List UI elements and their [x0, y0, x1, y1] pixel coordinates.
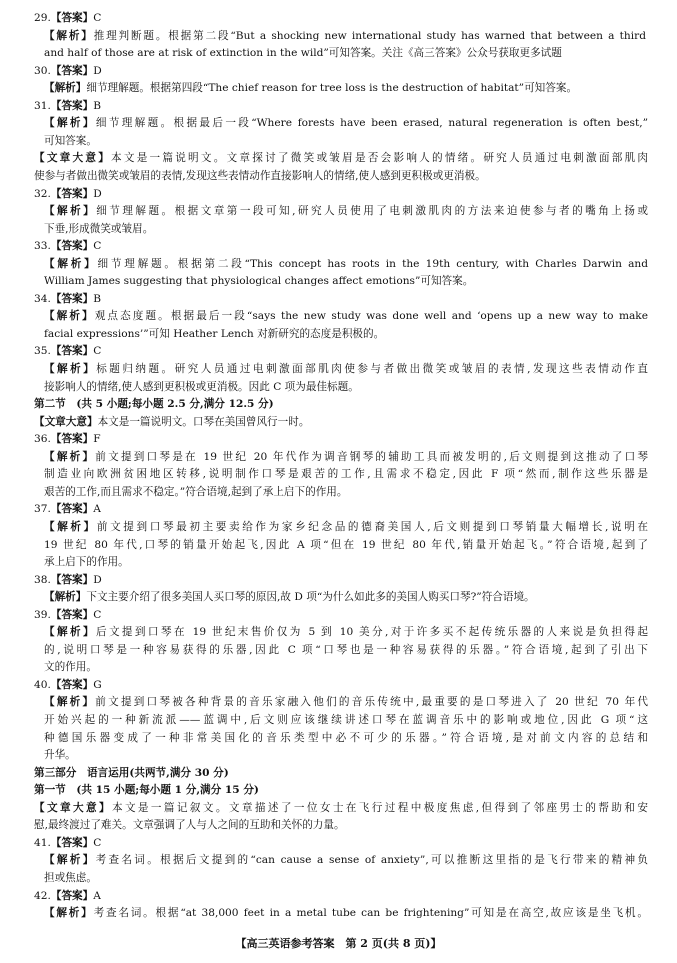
text-line [44, 589, 657, 606]
line-text: 细节理解题。根据第四段“The chief reason for tree loss is the destruction of habitat”可知答案。 [86, 82, 578, 95]
line-text: 制造业向欧洲贫困地区转移,说明制作口琴是艰苦的工作,且需求不稳定,因此 F 项“然而,制作这些乐器是 [44, 468, 648, 481]
line-text: facial expressions’”可知 Heather Lench 对新研究的态度是积极的。 [44, 327, 385, 340]
section-heading [34, 782, 657, 799]
line-text: 前文提到口琴是在 19 世纪 20 年代作为调音钢琴的辅助工具而被发明的,后文则提到这推动了口琴 [95, 450, 648, 463]
bold-label: 【答案】 [50, 345, 94, 358]
bold-label: 【答案】 [50, 292, 94, 305]
text-line [44, 730, 648, 747]
text-line [44, 694, 648, 711]
line-text: 42. [34, 889, 51, 902]
line-text: 33. [34, 240, 51, 253]
text-line [44, 203, 648, 220]
line-text: 可知答案。 [44, 134, 97, 147]
text-line [34, 835, 657, 852]
line-text: 31. [34, 99, 51, 112]
line-text: 39. [34, 608, 51, 621]
line-text: 37. [34, 503, 51, 516]
line-text: 本文是一篇说明文。文章探讨了微笑或皱眉是否会影响人的情绪。研究人员通过电刺激面部肌肉 [111, 152, 648, 165]
line-text: 35. [34, 345, 51, 358]
section-heading [34, 396, 657, 413]
text-line [44, 361, 648, 378]
bold-label: 【文章大意】 [34, 152, 112, 165]
line-text: D [93, 187, 102, 200]
bold-label: 【答案】 [50, 187, 94, 200]
text-line [34, 63, 657, 80]
text-line [44, 642, 648, 659]
text-line [34, 817, 657, 834]
bold-label: 【解析】 [44, 907, 94, 920]
text-line [34, 186, 657, 203]
line-text: B [93, 99, 102, 112]
line-text: C [93, 836, 102, 849]
line-text: 细节理解题。根据文章第一段可知,研究人员使用了电刺激肌肉的方法来迫使参与者的嘴角上扬或 [96, 205, 648, 218]
line-text: C [93, 345, 102, 358]
line-text: 32. [34, 187, 51, 200]
line-text: B [93, 292, 102, 305]
bold-label: 【解析】 [44, 854, 96, 867]
line-text: 30. [34, 64, 51, 77]
bold-label: 【答案】 [50, 573, 94, 586]
text-line [34, 607, 657, 624]
text-line [34, 800, 648, 817]
line-text: 考查名词。根据后文提到的“can cause a sense of anxiety”,可以推断这里指的是飞行带来的精神负 [95, 854, 648, 867]
line-text: C [93, 12, 102, 24]
line-text: F [93, 433, 101, 446]
text-line [44, 554, 657, 571]
text-line [34, 431, 657, 448]
line-text: William James suggesting that physiological changes affect emotions”可知答案。 [44, 275, 474, 288]
text-line [34, 10, 657, 27]
line-text: 下垂,形成微笑或皱眉。 [44, 222, 154, 235]
text-line [34, 238, 657, 255]
line-text: 慰,最终渡过了难关。文章强调了人与人之间的互助和关怀的力量。 [34, 819, 345, 832]
text-line [44, 115, 648, 132]
text-line [44, 326, 657, 343]
page-footer: 【高三英语参考答案 第 2 页(共 8 页)】 [235, 937, 442, 950]
text-line [44, 747, 657, 764]
text-line [34, 168, 657, 185]
line-text: 后文提到口琴在 19 世纪末售价仅为 5 到 10 美分,对于许多买不起传统乐器的人来说是负担得起 [95, 626, 648, 639]
text-line [44, 466, 648, 483]
line-text: 本文是一篇记叙文。文章描述了一位女士在飞行过程中极度焦虑,但得到了邻座男士的帮助和安 [111, 801, 648, 814]
text-line [44, 256, 648, 273]
line-text: 19 世纪 80 年代,口琴的销量开始起飞,因此 A 项“但在 19 世纪 80 年代,销量开始起飞。”符合语境,起到了 [44, 538, 648, 551]
bold-label: 【解析】 [44, 205, 97, 218]
bold-label: 【解析】 [44, 520, 97, 533]
bold-label: 【答案】 [50, 12, 94, 24]
text-line [44, 537, 648, 554]
text-line [44, 519, 648, 536]
text-line [44, 133, 657, 150]
line-text: C [93, 240, 102, 253]
bold-label: 【解析】 [44, 591, 87, 604]
bold-label: 【解析】 [44, 450, 96, 463]
line-text: A [93, 889, 101, 902]
line-text: 前文提到口琴被各种背景的音乐家融入他们的音乐传统中,最重要的是口琴进入了 20 世纪 70 年代 [95, 696, 648, 709]
text-line [34, 414, 657, 431]
bold-label: 【答案】 [50, 678, 94, 691]
line-text: 升华。 [44, 749, 76, 762]
text-line [44, 905, 648, 922]
line-text: 的,说明口琴是一种容易获得的乐器,因此 C 项“口琴也是一种容易获得的乐器。”符合语境,起到了引出下 [44, 643, 648, 656]
line-text: G [93, 678, 102, 691]
bold-label: 第三部分 语言运用(共两节,满分 30 分) [34, 766, 229, 779]
line-text: and half of those are at risk of extinction in the wild”可知答案。关注《高三答案》公众号获取更多试题 [44, 47, 562, 60]
text-line [34, 677, 657, 694]
line-text: 担或焦虑。 [44, 871, 97, 884]
bold-label: 【解析】 [44, 310, 95, 323]
section-heading [34, 765, 657, 782]
line-text: 前文提到口琴最初主要卖给作为家乡纪念品的德裔美国人,后文则提到口琴销量大幅增长,说明在 [96, 520, 648, 533]
line-text: 36. [34, 433, 51, 446]
bold-label: 【答案】 [50, 64, 94, 77]
text-line [44, 80, 657, 97]
bold-label: 【文章大意】 [34, 415, 98, 428]
bold-label: 【解析】 [44, 363, 97, 375]
text-line [44, 624, 648, 641]
bold-label: 【解析】 [44, 696, 96, 709]
line-text: 使参与者做出微笑或皱眉的表情,发现这些表情动作直接影响人的情绪,使人感到更积极或更消极。 [34, 169, 486, 182]
bold-label: 【解析】 [44, 117, 96, 130]
line-text: 艰苦的工作,而且需求不稳定。”符合语境,起到了承上启下的作用。 [44, 485, 348, 498]
line-text: 细节理解题。根据第二段“This concept has roots in the 19th century, with Charles Darwin and [97, 257, 648, 270]
text-line [34, 150, 648, 167]
bold-label: 【解析】 [44, 29, 94, 42]
text-line [44, 659, 657, 676]
bold-label: 【答案】 [50, 503, 94, 516]
text-line [34, 343, 657, 360]
line-text: 29. [34, 12, 51, 24]
text-line [44, 379, 657, 396]
bold-label: 【答案】 [50, 608, 94, 621]
bold-label: 【解析】 [44, 82, 87, 95]
line-text: D [93, 573, 102, 586]
line-text: 观点态度题。根据最后一段“says the new study was done well and ‘opens up a new way to make [94, 310, 648, 323]
bold-label: 【答案】 [50, 99, 94, 112]
text-line [44, 273, 657, 290]
line-text: 考查名词。根据“at 38,000 feet in a metal tube can be frightening”可知是在高空,故应该是坐飞机。 [93, 907, 648, 920]
bold-label: 【答案】 [50, 836, 94, 849]
line-text: 下文主要介绍了很多美国人买口琴的原因,故 D 项“为什么如此多的美国人购买口琴?”符合语境。 [86, 591, 535, 604]
text-line [34, 291, 657, 308]
line-text: 41. [34, 836, 51, 849]
line-text: 34. [34, 292, 51, 305]
bold-label: 【解析】 [44, 626, 96, 639]
line-text: 本文是一篇说明文。口琴在美国曾风行一时。 [97, 415, 310, 428]
line-text: C [93, 608, 102, 621]
bold-label: 【答案】 [50, 240, 94, 253]
line-text: A [93, 503, 101, 516]
line-text: 细节理解题。根据最后一段“Where forests have been erased, natural regeneration is often best,” [95, 117, 648, 130]
line-text: 接影响人的情绪,使人感到更积极或更消极。因此 C 项为最佳标题。 [44, 380, 359, 393]
text-line [44, 852, 648, 869]
text-line [44, 870, 657, 887]
text-line [44, 449, 648, 466]
text-line [44, 221, 657, 238]
line-text: 开始兴起的一种新流派——蓝调中,后文则应该继续讲述口琴在蓝调音乐中的影响或地位,因此 G 项“这 [44, 714, 648, 726]
line-text: 推理判断题。根据第二段“But a shocking new international study has warned that between a third [93, 29, 646, 42]
line-text: 标题归纳题。研究人员通过电刺激面部肌肉使参与者做出微笑或皱眉的表情,发现这些表情动作直 [96, 363, 648, 375]
text-line [34, 98, 657, 115]
bold-label: 【答案】 [50, 889, 94, 902]
text-line [34, 572, 657, 589]
line-text: 承上启下的作用。 [44, 556, 129, 569]
line-text: 文的作用。 [44, 661, 97, 674]
text-line [44, 308, 648, 325]
text-line [34, 888, 657, 905]
text-line [34, 501, 657, 518]
line-text: 种德国乐器变成了一种非常美国化的音乐类型中必不可少的乐器。”符合语境,是对前文内容的总结和 [44, 731, 648, 744]
bold-label: 【解析】 [44, 257, 98, 270]
text-line [44, 484, 657, 501]
bold-label: 【文章大意】 [34, 801, 112, 814]
line-text: D [93, 64, 102, 77]
bold-label: 第二节 (共 5 小题;每小题 2.5 分,满分 12.5 分) [34, 398, 274, 411]
text-line [44, 28, 646, 45]
text-line [44, 45, 657, 62]
line-text: 40. [34, 678, 51, 691]
text-line [44, 712, 648, 729]
bold-label: 【答案】 [50, 433, 94, 446]
line-text: 38. [34, 573, 51, 586]
bold-label: 第一节 (共 15 小题;每小题 1 分,满分 15 分) [34, 784, 259, 797]
